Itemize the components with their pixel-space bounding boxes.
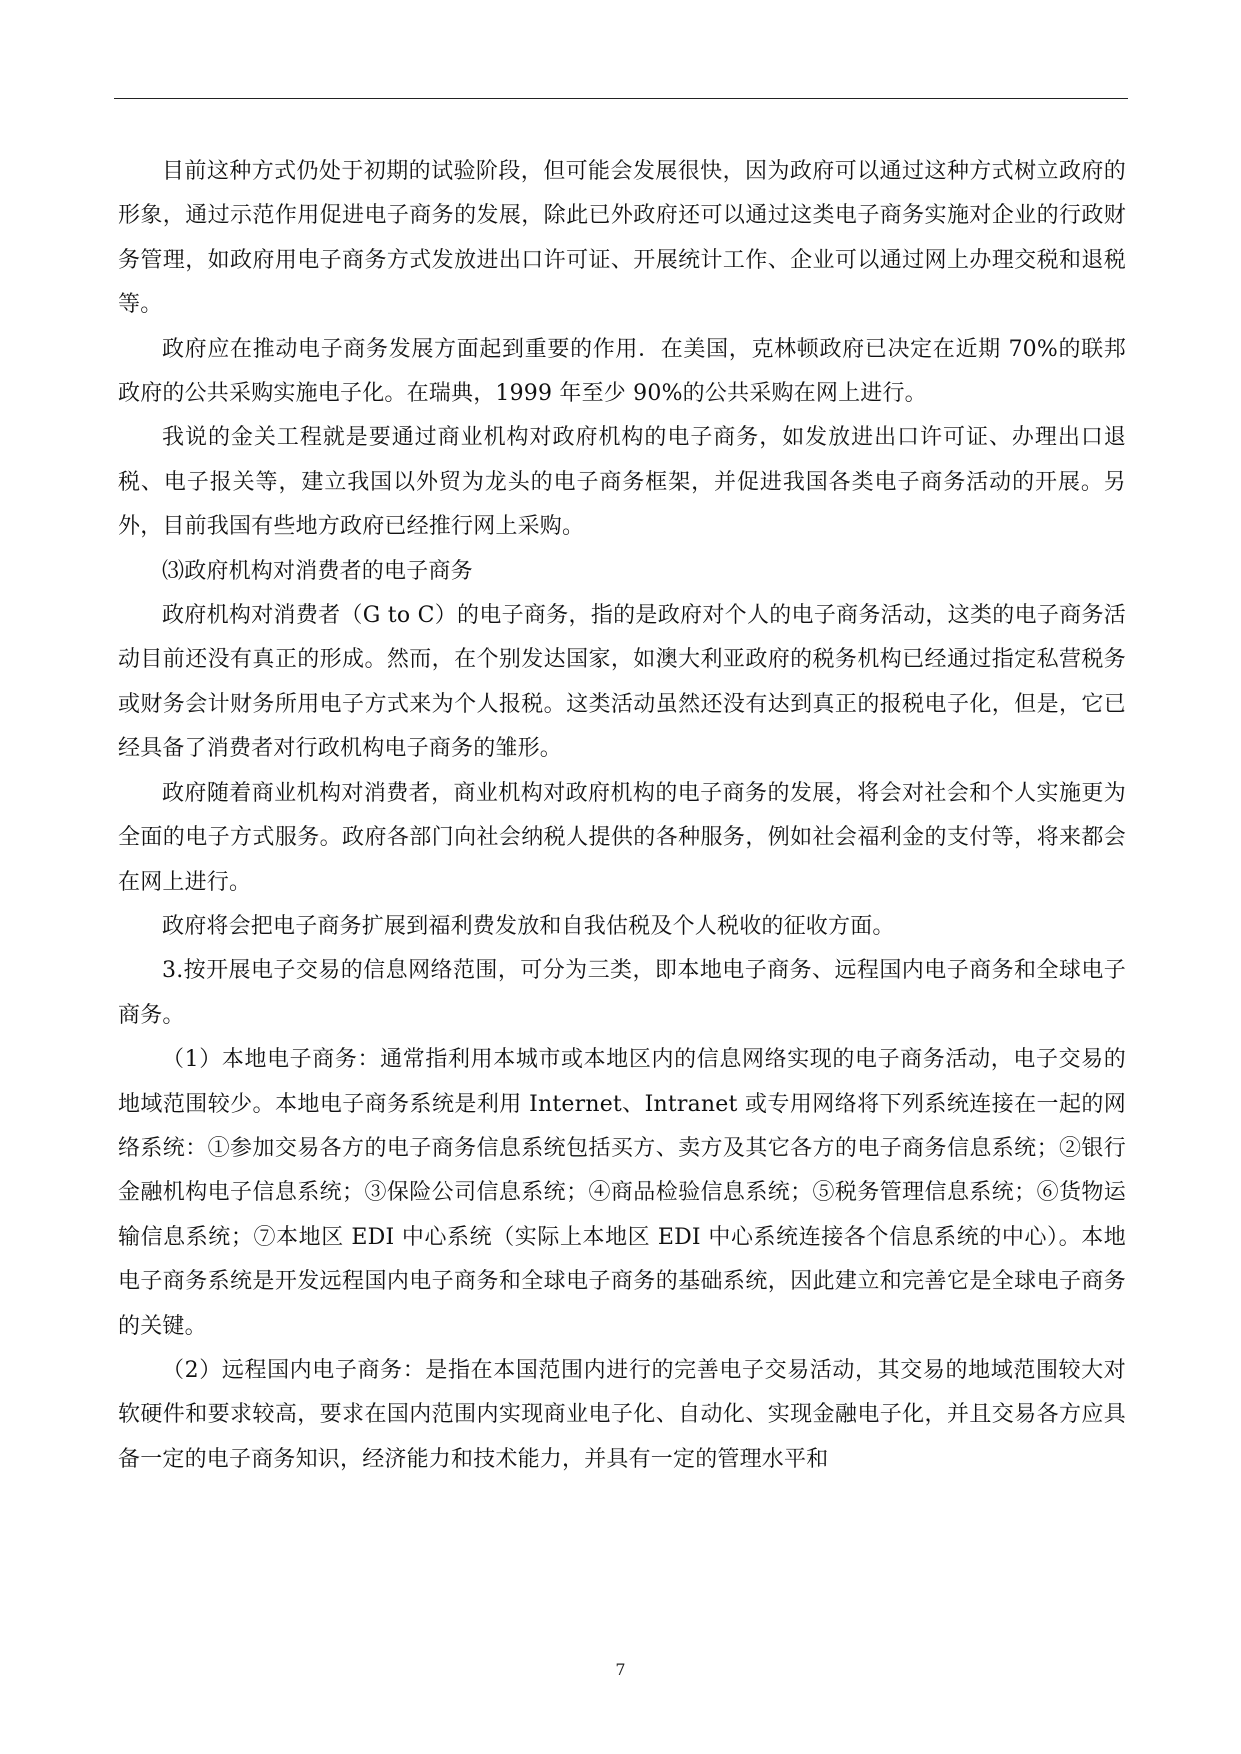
paragraph-domestic-ecommerce: （2）远程国内电子商务：是指在本国范围内进行的完善电子交易活动，其交易的地域范围较大对软硬件和要求较高，要求在国内范围内实现商业电子化、自动化、实现金融电子化，并且交易各方应具备一定的电子商务知识，经济能力和技术能力，并具有一定的管理水平和: [118, 1357, 1126, 1472]
page-number: 7: [615, 1660, 626, 1679]
paragraph-government-services: 政府随着商业机构对消费者，商业机构对政府机构的电子商务的发展，将会对社会和个人实施更为全面的电子方式服务。政府各部门向社会纳税人提供的各种服务，例如社会福利金的支付等，将来都会在网上进行。: [118, 780, 1126, 895]
paragraph-welfare-tax: 政府将会把电子商务扩展到福利费发放和自我估税及个人税收的征收方面。: [162, 913, 895, 939]
paragraph-network-scope: 3.按开展电子交易的信息网络范围，可分为三类，即本地电子商务、远程国内电子商务和全球电子商务。: [118, 958, 1126, 1028]
paragraph-government-role: 政府应在推动电子商务发展方面起到重要的作用．在美国，克林顿政府已决定在近期 70%的联邦政府的公共采购实施电子化。在瑞典，1999 年至少 90%的公共采购在网上进行。: [118, 336, 1126, 407]
header-rule: [114, 98, 1128, 99]
section-heading-g2c: ⑶政府机构对消费者的电子商务: [162, 558, 473, 584]
paragraph-golden-customs: 我说的金关工程就是要通过商业机构对政府机构的电子商务，如发放进出口许可证、办理出口退税、电子报关等，建立我国以外贸为龙头的电子商务框架，并促进我国各类电子商务活动的开展。另外，目前我国有些地方政府已经推行网上采购。: [118, 425, 1126, 540]
paragraph-g2c-definition: 政府机构对消费者（G to C）的电子商务，指的是政府对个人的电子商务活动，这类的电子商务活动目前还没有真正的形成。然而，在个别发达国家，如澳大利亚政府的税务机构已经通过指定私营税务或财务会计财务所用电子方式来为个人报税。这类活动虽然还没有达到真正的报税电子化，但是，它已经具备了消费者对行政机构电子商务的雏形。: [118, 603, 1126, 762]
paragraph-g2b-pilot: 目前这种方式仍处于初期的试验阶段，但可能会发展很快，因为政府可以通过这种方式树立政府的形象，通过示范作用促进电子商务的发展，除此已外政府还可以通过这类电子商务实施对企业的行政财务管理，如政府用电子商务方式发放进出口许可证、开展统计工作、企业可以通过网上办理交税和退税等。: [118, 159, 1126, 318]
paragraph-local-ecommerce: （1）本地电子商务：通常指利用本城市或本地区内的信息网络实现的电子商务活动，电子交易的地域范围较少。本地电子商务系统是利用 Internet、Intranet 或专用网络将下列系统连接在一起的网络系统：①参加交易各方的电子商务信息系统包括买方、卖方及其它各方的电子商务信息系统；②银行金融机构电子信息系统；③保险公司信息系统；④商品检验信息系统；⑤税务管理信息系统；⑥货物运输信息系统；⑦本地区 EDI 中心系统（实际上本地区 EDI 中心系统连接各个信息系统的中心）。本地电子商务系统是开发远程国内电子商务和全球电子商务的基础系统，因此建立和完善它是全球电子商务的关键。: [118, 1047, 1126, 1339]
document-body: [118, 150, 1126, 1482]
